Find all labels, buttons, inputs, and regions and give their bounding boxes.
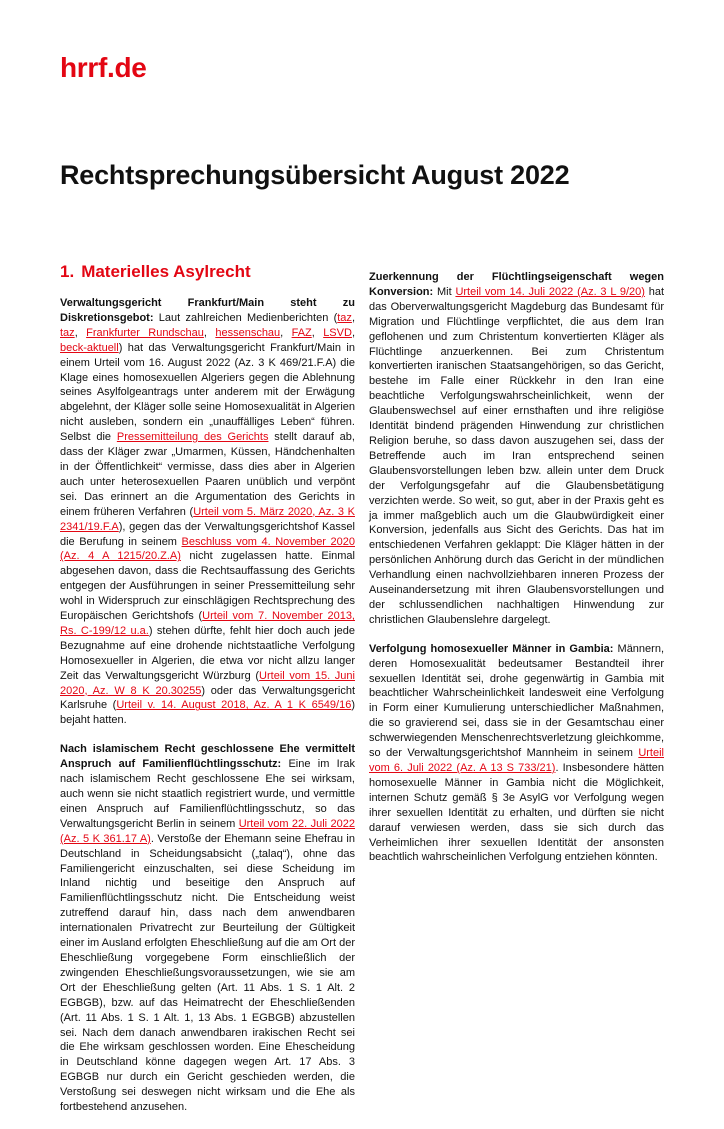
article-konversion	[369, 270, 664, 628]
article-gambia	[369, 642, 664, 866]
section-heading	[60, 262, 355, 282]
page-title: Rechtsprechungsübersicht August 2022	[60, 160, 570, 190]
text: ,	[351, 311, 355, 324]
right-column	[369, 270, 664, 879]
link-beck-aktuell[interactable]: beck-aktuell	[60, 341, 119, 354]
text: . Insbesondere hätten homosexuelle Männer in Gambia nicht die Möglichkeit, internen Schutz gemäß § 3e AsylG vor Verfolgung wegen ihrer sexuellen Identität zu erhalten, und dürften sie nicht darauf verwiesen werden, dass sie sich durch das Verheimlichen ihrer sexuellen Identität der ansonsten beachtlich wahrscheinlichen Verfolgung entziehen könnten.	[369, 762, 664, 864]
article-heading: Zuerkennung der Flüchtlingseigenschaft wegen Konversion:	[369, 271, 664, 298]
text: ,	[351, 326, 355, 339]
link-ovg-magdeburg[interactable]: Urteil vom 14. Juli 2022 (Az. 3 L 9/20)	[455, 285, 645, 298]
link-pressemitteilung[interactable]: Pressemitteilung des Gerichts	[116, 431, 269, 444]
text: ,	[311, 326, 324, 339]
link-hessenschau[interactable]: hessenschau	[215, 326, 281, 339]
link-vg-berlin[interactable]: Urteil vom 22. Juli 2022 (Az. 5 K 361.17 A)	[60, 817, 355, 845]
link-frankfurter-rundschau[interactable]: Frankfurter Rundschau	[86, 326, 204, 339]
text: Laut zahlreichen Medienberichten (	[153, 311, 338, 324]
article-heading: Nach islamischem Recht geschlossene Ehe vermittelt Anspruch auf Familienflüchtlingsschutz:	[60, 743, 355, 771]
text: nicht zugelassen hatte. Einmal abgesehen davon, dass die Rechtsauffassung des Gerichts entgegen der Ausführungen in seiner Pressemitteilung sehr wohl in Widerspruch zur einschlägigen Rechtsprechung des Europäischen Gerichtshofs (	[60, 550, 355, 623]
site-logo[interactable]: hrrf.de	[60, 52, 147, 83]
link-faz[interactable]: FAZ	[291, 326, 312, 339]
text: ), gegen das der Verwaltungsgerichtshof Kassel die Berufung in seinem	[60, 520, 355, 548]
text: Eine im Irak nach islamischem Recht geschlossene Ehe sei wirksam, auch wenn sie nicht staatlich registriert wurde, und vermittle einen Anspruch auf Familienflüchtlingsschutz, so das Verwaltungsgericht Berlin in seinem	[60, 758, 355, 830]
link-beschluss-vgh[interactable]: Beschluss vom 4. November 2020 (Az. 4 A 1215/20.Z.A)	[60, 535, 355, 563]
section-title: Materielles Asylrecht	[81, 262, 251, 281]
text: ,	[74, 326, 87, 339]
link-taz-2[interactable]: taz	[60, 326, 75, 339]
text: stellt darauf ab, dass der Kläger zwar „Umarmen, Küssen, Händchenhalten in der Öffentlichkeit“ vermisse, dass dies aber in Algerien auch unter heterosexuellen Paaren unüblich und verpönt sei. Das erinnert an die Argumentation des Gerichts in einem früheren Verfahren (	[60, 431, 355, 518]
text: ,	[280, 326, 292, 339]
text: ) stehen dürfte, fehlt hier doch auch jede Bezugnahme auf eine drohende nichtstaatliche Verfolgung Homosexueller in Algerien, die etwa vor nicht allzu langer Zeit das Verwaltungsgericht Würzburg (	[60, 624, 355, 682]
article-heading: Verfolgung homosexueller Männer in Gambia:	[369, 642, 614, 655]
text: ,	[203, 326, 216, 339]
section-number: 1.	[60, 262, 75, 281]
link-taz-1[interactable]: taz	[337, 311, 352, 324]
link-lsvd[interactable]: LSVD	[323, 326, 352, 339]
text: Männern, deren Homosexualität bedeutsamer Bestandteil ihrer sexuellen Identität sei, drohe gegenwärtig in Gambia mit beachtlicher Wahrscheinlichkeit landesweit eine Verfolgung in Form einer Kumulierung unterschiedlicher Maßnahmen, die so gravierend sei, dass sie in der Gesamtschau einer schwerwiegenden Menschenrechtsverletzung gleichkomme, so der Verwaltungsgerichtshof Mannheim in seinem	[369, 642, 664, 760]
text: . Verstoße der Ehemann seine Ehefrau in Deutschland in Scheidungsabsicht („talaq“), ohne das Familiengericht einzuschalten, sei diese Scheidung im Inland nichtig und beseitige den Anspruch auf Familienflüchtlingsschutz nicht. Die Entscheidung weist zutreffend darauf hin, dass nach dem anwendbaren internationalen Privatrecht zur Beurteilung der Gültigkeit einer im Ausland erfolgten Eheschließung auf die am Ort der Eheschließung vorgegebene Form einschließlich der zwingenden Eheschließungsvoraussetzungen, wie sie am Ort der Eheschließung gelten (Art. 11 Abs. 1 S. 1 Alt. 2 EGBGB), bzw. auf das Heimatrecht der Eheschließenden (Art. 11 Abs. 1 S. 1 Alt. 1, 13 Abs. 1 EGBGB) abzustellen sei. Nach dem danach anwendbaren irakischen Recht sei die Ehe wirksam geschlossen worden. Eine Ehescheidung in Deutschland könne dagegen wegen Art. 17 Abs. 3 EGBGB nur durch ein Gericht geschieden werden, die Verstoßung sei deswegen nicht wirksam und die Ehe als fortbestehend anzusehen.	[60, 832, 355, 1114]
left-column	[60, 262, 355, 1129]
text: hat das Oberverwaltungsgericht Magdeburg das Bundesamt für Migration und Flüchtlinge verpflichtet, die aus dem Iran geflohenen und zum Christentum konvertierten Kläger als Flüchtlinge anzuerkennen. Bei zum Christentum konvertierten iranischen Staatsangehörigen, so das Gericht, bestehe im Falle einer Rückkehr in den Iran eine beachtliche Verfolgungswahrscheinlichkeit, wenn der Glaubenswechsel auf einer ernsthaften und ihre religiöse Identität bindend prägenden Hinwendung zur christlichen Religion beruhe, so dass davon auszugehen sei, dass der Betreffende auch im Iran entsprechend seinen Glaubensvorstellungen leben bzw. allein unter dem Druck der Verfolgungsgefahr auf die Glaubensbetätigung verzichten werde. So weit, so gut, aber in der Praxis geht es ja immer maßgeblich auch um die Glaubwürdigkeit einer Konversion, jedenfalls aus Sicht des Gerichts. Das hat im entschiedenen Verfahren geklappt: Die Kläger hätten in der persönlichen Anhörung durch das Gericht in der mündlichen Verhandlung einen nachvollziehbaren inneren Prozess der Auseinandersetzung mit ihren Glaubensvorstellungen und der schlussendlichen nachhaltigen Hinwendung zur christlichen Glaubenslehre dargelegt.	[369, 285, 665, 626]
article-frankfurt	[60, 296, 355, 728]
article-heading: Verwaltungsgericht Frankfurt/Main steht zu Diskretionsgebot:	[60, 297, 355, 324]
link-eugh-urteil[interactable]: Urteil vom 7. November 2013, Rs. C-199/12 u.a.	[60, 610, 355, 637]
text: ) oder das Verwaltungsgericht Karlsruhe (	[60, 684, 356, 712]
link-vg-wuerzburg[interactable]: Urteil vom 15. Juni 2020, Az. W 8 K 20.30255	[60, 669, 355, 697]
link-vg-karlsruhe[interactable]: Urteil v. 14. August 2018, Az. A 1 K 6549/16	[116, 699, 352, 712]
link-urteil-2020[interactable]: Urteil vom 5. März 2020, Az. 3 K 2341/19.F.A	[60, 505, 355, 533]
article-islamic-marriage	[60, 742, 355, 1115]
link-vgh-mannheim[interactable]: Urteil vom 6. Juli 2022 (Az. A 13 S 733/21)	[369, 747, 664, 774]
text: ) bejaht hatten.	[60, 699, 356, 727]
text: ) hat das Verwaltungsgericht Frankfurt/Main in einem Urteil vom 16. August 2022 (Az. 3 K 469/21.F.A) die Klage eines homosexuellen Algeriers gegen die Ablehnung seines Asylfolgeantrags unter anderem mit der Erwägung abgelehnt, der Kläger solle seine Homosexualität in Algerien nicht ausleben, sondern ein „unauffälliges Leben“ führen. Selbst die	[60, 341, 355, 444]
text: Mit	[433, 285, 456, 298]
